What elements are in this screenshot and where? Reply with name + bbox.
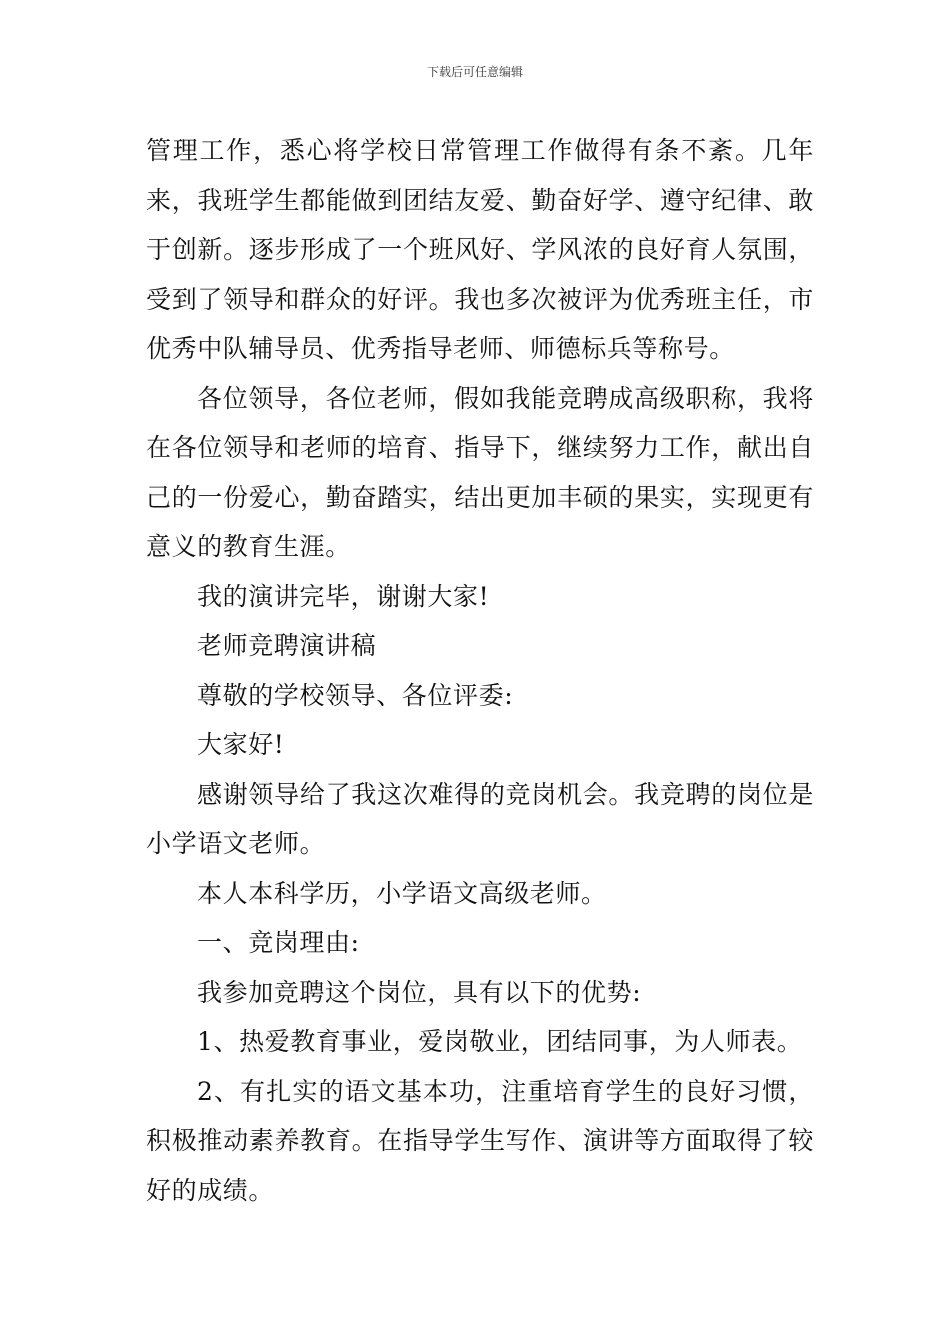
list-item-1: 1、热爱教育事业，爱岗敬业，团结同事，为人师表。 [197, 1027, 803, 1056]
paragraph-management-work: 管理工作，悉心将学校日常管理工作做得有条不紊。几年来，我班学生都能做到团结友爱、勤奋好学、遵守纪律、敢于创新。逐步形成了一个班风好、学风浓的良好育人氛围，受到了领导和群众的好评。我也多次被评为优秀班主任，市优秀中队辅导员、优秀指导老师、师德标兵等称号。 [146, 136, 814, 363]
paragraph-education: 本人本科学历，小学语文高级老师。 [197, 878, 607, 908]
salutation: 尊敬的学校领导、各位评委: [197, 680, 514, 710]
section-title: 老师竞聘演讲稿 [197, 631, 377, 660]
paragraph-closing-thanks: 我的演讲完毕，谢谢大家! [197, 581, 490, 611]
document-body [146, 126, 814, 1215]
heading-reasons: 一、竞岗理由: [197, 928, 360, 957]
list-item-2: 2、有扎实的语文基本功，注重培育学生的良好习惯，积极推动素养教育。在指导学生写作、演讲等方面取得了较好的成绩。 [146, 1076, 814, 1205]
paragraph-future-commitment: 各位领导，各位老师，假如我能竞聘成高级职称，我将在各位领导和老师的培育、指导下，继续努力工作，献出自己的一份爱心，勤奋踏实，结出更加丰硕的果实，实现更有意义的教育生涯。 [146, 383, 814, 561]
greeting: 大家好! [197, 730, 285, 759]
page-header-note: 下载后可任意编辑 [426, 65, 523, 79]
paragraph-opportunity: 感谢领导给了我这次难得的竞岗机会。我竞聘的岗位是小学语文老师。 [146, 779, 814, 858]
paragraph-advantages-intro: 我参加竞聘这个岗位，具有以下的优势: [197, 977, 642, 1007]
